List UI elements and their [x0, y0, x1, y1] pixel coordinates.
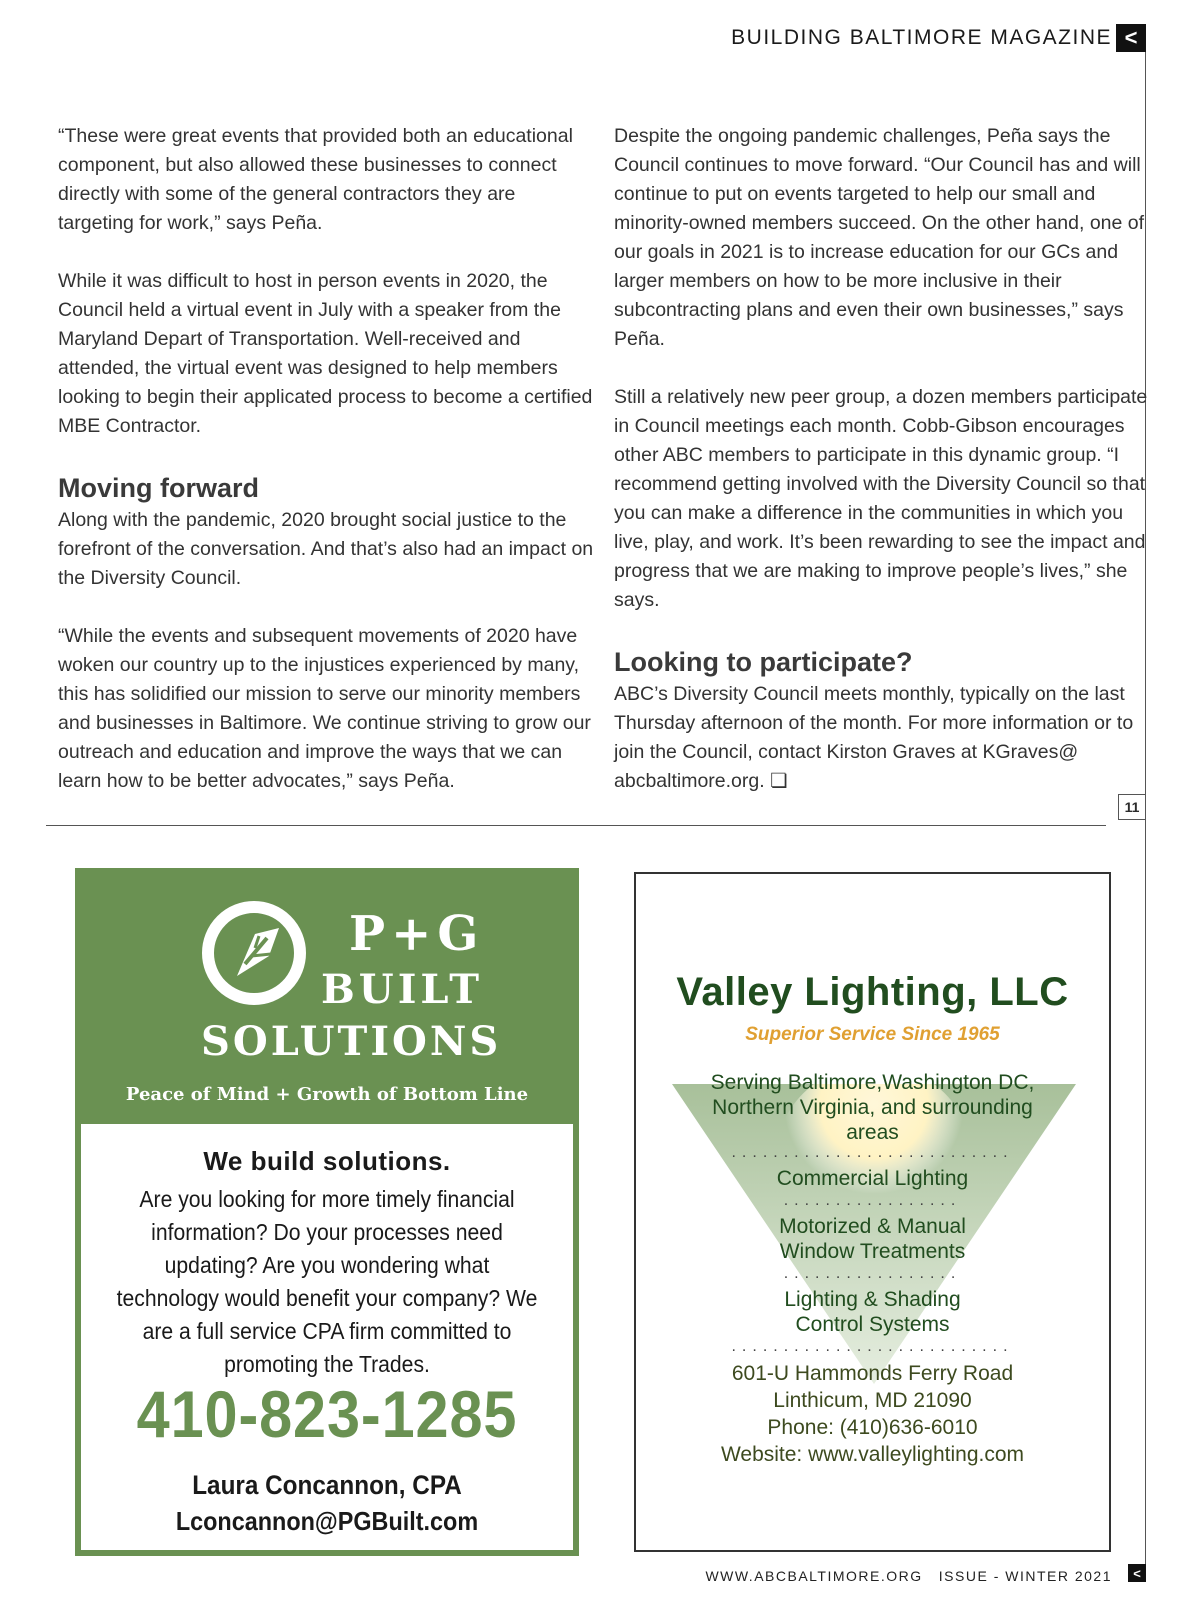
pg-contact-name: Laura Concannon, CPA	[192, 1470, 462, 1500]
vl-service-controls-2: Control Systems	[795, 1313, 950, 1336]
article-column-right	[614, 122, 1148, 825]
vl-service-commercial: Commercial Lighting	[776, 1167, 969, 1190]
article-paragraph: “While the events and subsequent movements of 2020 have woken our country up to the injustices experienced by many, this has solidified our mission to serve our minority members and businesses in Baltimore. We continue striving to grow our outreach and education and improve the ways that we can learn how to be better advocates,” says Peña.	[58, 625, 591, 792]
article-paragraph: Still a relatively new peer group, a dozen members participate in Council meetings each month. Cobb-Gibson encourages other ABC members to participate in this dynamic group. “I recommend getting involved with the Diversity Council so that you can make a difference in the communities in which you live, play, and work. It’s been rewarding to see the impact and progress that we are making to improve people’s lives,” she says.	[614, 386, 1148, 611]
pg-ad-body	[81, 1146, 573, 1381]
final-paragraph-text: ABC’s Diversity Council meets monthly, typically on the last Thursday afternoon of the month. For more information or to join the Council, contact Kirston Graves at KGraves@ abcbaltimore.org.	[614, 683, 1134, 792]
vl-subtitle: Superior Service Since 1965	[745, 1024, 1000, 1045]
article-column-left	[58, 122, 594, 825]
pg-copy: Are you looking for more timely financial information? Do your processes need updating? Are you wondering what technology would benefit your company? We are a full service CPA firm committed to promoting the Trades.	[116, 1186, 538, 1377]
pg-name-line3: SOLUTIONS	[201, 1018, 502, 1065]
vl-dot-separator: .................	[783, 1192, 962, 1209]
vl-phone[interactable]: Phone: (410)636-6010	[767, 1416, 978, 1439]
vl-address-line2: Linthicum, MD 21090	[773, 1389, 972, 1412]
article-paragraph: While it was difficult to host in person events in 2020, the Council held a virtual event in July with a speaker from the Maryland Depart of Transportation. Well-received and attended, the virtual event was designed to help members looking to begin their applicated process to become a certified MBE Contractor.	[58, 270, 593, 437]
article-paragraph: Along with the pandemic, 2020 brought social justice to the forefront of the conversation. And that’s also had an impact on the Diversity Council.	[58, 509, 594, 589]
vl-dot-separator: ...........................	[731, 1338, 1014, 1355]
back-nav-tab[interactable]: <	[1116, 24, 1146, 52]
footer-text: WWW.ABCBALTIMORE.ORG ISSUE - WINTER 2021	[705, 1568, 1112, 1584]
vl-dot-separator: .................	[783, 1265, 962, 1282]
pg-built-solutions-ad[interactable]	[75, 868, 579, 1556]
pg-tagline: Peace of Mind + Growth of Bottom Line	[125, 1084, 529, 1105]
section-divider	[46, 825, 1106, 826]
magazine-title: BUILDING BALTIMORE MAGAZINE	[731, 26, 1112, 49]
pg-name-line1: P+G	[349, 906, 485, 962]
pg-headline: We build solutions.	[203, 1146, 451, 1176]
article-paragraph-final	[614, 680, 1148, 796]
page-number: 11	[1118, 794, 1146, 820]
vl-service-window-2: Window Treatments	[779, 1240, 966, 1263]
vl-service-window-1: Motorized & Manual	[779, 1215, 966, 1238]
back-nav-tab-footer[interactable]: <	[1128, 1564, 1146, 1582]
vl-title: Valley Lighting, LLC	[676, 970, 1069, 1014]
vl-dot-separator: ...........................	[731, 1144, 1014, 1161]
article-paragraph: “These were great events that provided both an educational component, but also allowed these businesses to connect directly with some of the general contractors they are targeting for work,” says Peña.	[58, 125, 573, 234]
section-heading-looking-to-participate: Looking to participate?	[614, 647, 913, 677]
vl-website-link[interactable]: Website: www.valleylighting.com	[720, 1443, 1025, 1466]
vl-address-line1: 601-U Hammonds Ferry Road	[731, 1362, 1014, 1385]
section-heading-moving-forward: Moving forward	[58, 473, 259, 503]
vl-service-area: Serving Baltimore,Washington DC, Northern Virginia, and surrounding areas	[710, 1071, 1035, 1144]
leaf-circle-logo-icon	[199, 898, 309, 1008]
valley-lighting-ad[interactable]	[634, 872, 1111, 1552]
article-paragraph: Despite the ongoing pandemic challenges, Peña says the Council continues to move forward. “Our Council has and will continue to put on events targeted to help our small and minority-owned members succeed. On the other hand, one of our goals in 2021 is to increase education for our GCs and larger members on how to be more inclusive in their subcontracting plans and even their own businesses,” says Peña.	[614, 125, 1145, 350]
pg-phone[interactable]: 410-823-1285	[136, 1377, 518, 1451]
pg-email-link[interactable]: Lconcannon@PGBuilt.com	[175, 1506, 479, 1536]
end-mark-icon: ❏	[770, 770, 788, 792]
vl-service-controls-1: Lighting & Shading	[784, 1288, 961, 1311]
pg-name-line2: BUILT	[321, 966, 484, 1013]
pg-ad-banner	[81, 874, 573, 1124]
